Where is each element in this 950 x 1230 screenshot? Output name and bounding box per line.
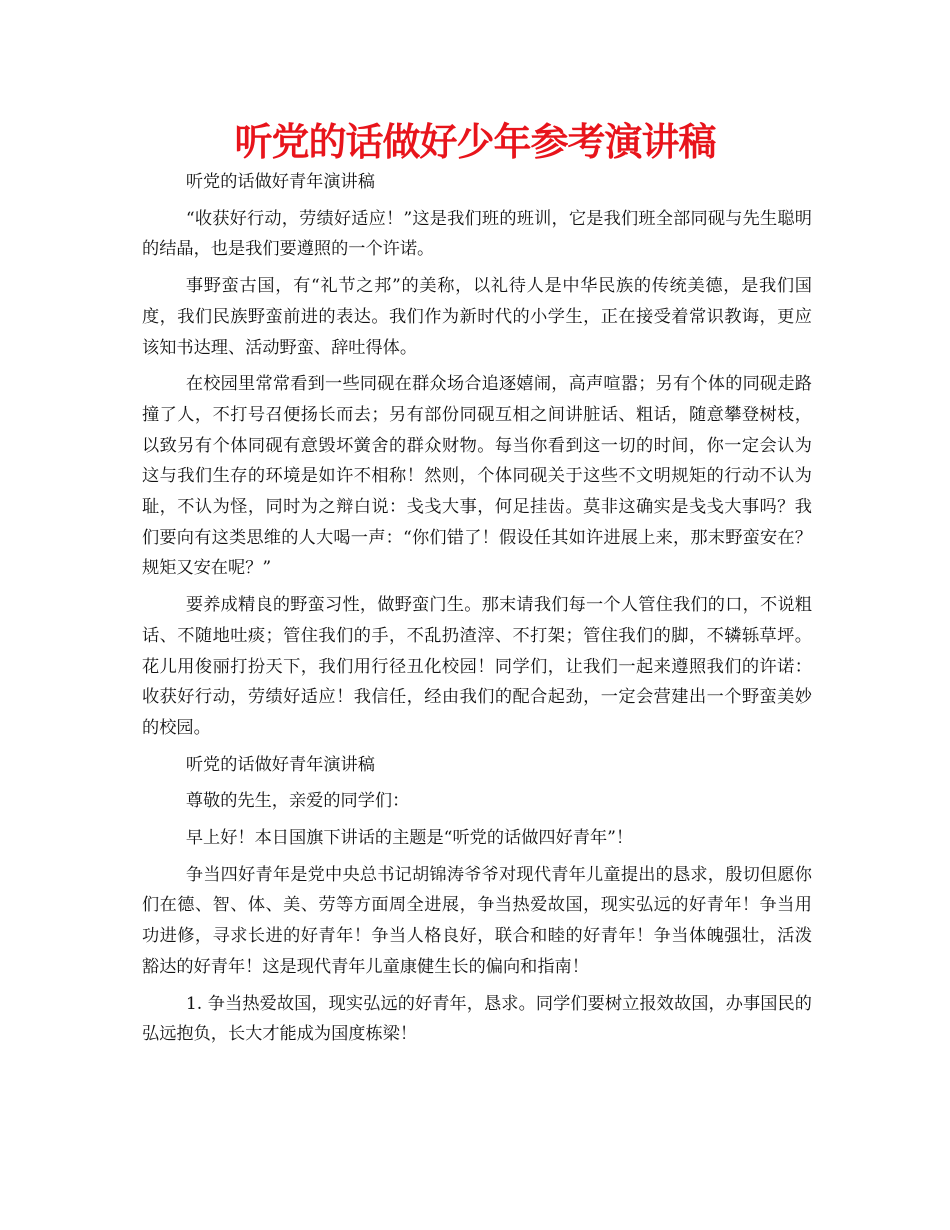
paragraph: 1. 争当热爱故国，现实弘远的好青年，恳求。同学们要树立报效故国，办事国民的弘远抱负，长大才能成为国度栋梁！ [142, 993, 812, 1045]
document-title: 听党的话做好少年参考演讲稿 [234, 120, 716, 164]
paragraph: 事野蛮古国，有“礼节之邦”的美称，以礼待人是中华民族的传统美德，是我们国度，我们民族野蛮前进的表达。我们作为新时代的小学生，正在接受着常识教诲，更应该知书达理、活动野蛮、辞吐得体。 [142, 276, 812, 358]
paragraph-subtitle: 听党的话做好青年演讲稿 [185, 172, 375, 192]
paragraph: 争当四好青年是党中央总书记胡锦涛爷爷对现代青年儿童提出的恳求，殷切但愿你们在德、智、体、美、劳等方面周全进展，争当热爱故国，现实弘远的好青年！争当用功进修，寻求长进的好青年！争当人格良好，联合和睦的好青年！争当体魄强壮，活泼豁达的好青年！这是现代青年儿童康健生长的偏向和指南！ [142, 864, 812, 977]
paragraph: “收获好行动，劳绩好适应！”这是我们班的班训，它是我们班全部同砚与先生聪明的结晶，也是我们要遵照的一个许诺。 [142, 208, 812, 260]
paragraph-salutation: 尊敬的先生，亲爱的同学们： [185, 791, 410, 812]
paragraph: 在校园里常常看到一些同砚在群众场合追逐嬉闹，高声喧嚣；另有个体的同砚走路撞了人，不打号召便扬长而去；另有部份同砚互相之间讲脏话、粗话，随意攀登树枝，以致另有个体同砚有意毁坏黉舍的群众财物。每当你看到这一切的时间，你一定会认为这与我们生存的环境是如许不相称！然则，个体同砚关于这些不文明规矩的行动不认为耻，不认为怪，同时为之辩白说：戋戋大事，何足挂齿。莫非这确实是戋戋大事吗？我们要向有这类思维的人大喝一声：“你们错了！假设任其如许进展上来，那末野蛮安在？规矩又安在呢？” [142, 374, 812, 579]
paragraph: 早上好！本日国旗下讲话的主题是“听党的话做四好青年”！ [185, 828, 634, 849]
paragraph-subtitle: 听党的话做好青年演讲稿 [185, 754, 375, 775]
paragraph: 要养成精良的野蛮习性，做野蛮门生。那末请我们每一个人管住我们的口，不说粗话、不随地吐痰；管住我们的手，不乱扔渣滓、不打架；管住我们的脚，不辚轹草坪。花儿用俊丽打扮天下，我们用行径丑化校园！同学们，让我们一起来遵照我们的许诺：收获好行动，劳绩好适应！我信任，经由我们的配合起劲，一定会营建出一个野蛮美妙的校园。 [142, 595, 812, 738]
document-body [142, 167, 812, 1050]
